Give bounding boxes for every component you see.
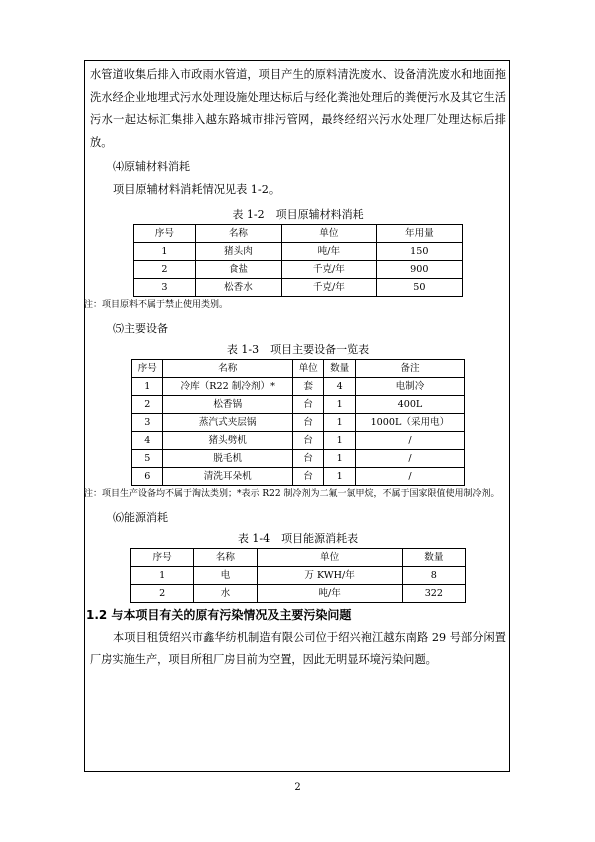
table-row: [131, 584, 466, 602]
cell: 1: [324, 431, 355, 449]
cell: 150: [376, 242, 462, 260]
cell: 松香水: [195, 278, 281, 296]
cell: 台: [292, 467, 323, 485]
cell: 6: [132, 467, 163, 485]
cell: 4: [132, 431, 163, 449]
table-1-4: [130, 548, 466, 603]
cell: 1: [324, 413, 355, 431]
cell: 台: [292, 395, 323, 413]
col-header: 名称: [163, 359, 292, 377]
table-row: [134, 260, 463, 278]
table13-note: 注：项目生产设备均不属于淘汰类别；*表示 R22 制冷剂为二氟一氯甲烷，不属于国家限值使用制冷剂。: [84, 488, 500, 499]
cell: 食盐: [195, 260, 281, 278]
cell: 322: [402, 584, 465, 602]
cell: 8: [402, 566, 465, 584]
table-row: [132, 395, 465, 413]
page-number: 2: [294, 782, 301, 793]
cell: 1: [132, 377, 163, 395]
col-header: 序号: [134, 224, 196, 242]
section5-heading: ⑸主要设备: [113, 321, 168, 335]
col-header: 序号: [132, 359, 163, 377]
cell: 3: [132, 413, 163, 431]
section12-heading: 1.2 与本项目有关的原有污染情况及主要污染问题: [86, 607, 352, 622]
cell: 清洗耳朵机: [163, 467, 292, 485]
cell: 3: [134, 278, 196, 296]
table12-caption: 表 1-2 项目原辅材料消耗: [232, 207, 364, 221]
section4-heading: ⑷原辅材料消耗: [113, 159, 190, 173]
cell: 脱毛机: [163, 449, 292, 467]
col-header: 名称: [194, 548, 257, 566]
cell: 万 KWH/年: [257, 566, 402, 584]
page-content: [84, 64, 506, 672]
cell: 松香锅: [163, 395, 292, 413]
section6-heading: ⑹能源消耗: [113, 510, 168, 524]
cell: 电制冷: [355, 377, 464, 395]
col-header: 单位: [292, 359, 323, 377]
cell: 2: [134, 260, 196, 278]
cell: 电: [194, 566, 257, 584]
col-header: 名称: [195, 224, 281, 242]
cell: 猪头肉: [195, 242, 281, 260]
cell: 900: [376, 260, 462, 278]
table-row: [132, 413, 465, 431]
cell: 蒸汽式夹层锅: [163, 413, 292, 431]
table-row: [132, 431, 465, 449]
table-header-row: [132, 359, 465, 377]
cell: 4: [324, 377, 355, 395]
cell: 千克/年: [282, 260, 377, 278]
col-header: 单位: [257, 548, 402, 566]
cell: 1: [131, 566, 194, 584]
cell: 50: [376, 278, 462, 296]
cell: 2: [132, 395, 163, 413]
cell: 1: [324, 449, 355, 467]
table-header-row: [134, 224, 463, 242]
cell: 水: [194, 584, 257, 602]
table12-note: 注：项目原料不属于禁止使用类别。: [84, 299, 229, 310]
table-row: [134, 278, 463, 296]
section4-text: 项目原辅材料消耗情况见表 1-2。: [113, 182, 281, 196]
col-header: 备注: [355, 359, 464, 377]
cell: 2: [131, 584, 194, 602]
cell: 吨/年: [282, 242, 377, 260]
cell: 1: [134, 242, 196, 260]
cell: 套: [292, 377, 323, 395]
cell: 台: [292, 413, 323, 431]
cell: 台: [292, 449, 323, 467]
table13-caption: 表 1-3 项目主要设备一览表: [226, 342, 370, 356]
col-header: 序号: [131, 548, 194, 566]
section12-text: 本项目租赁绍兴市鑫华纺机制造有限公司位于绍兴袍江越东南路 29 号部分闲置厂房实施生产，项目所租厂房目前为空置，因此无明显环境污染问题。: [90, 630, 506, 667]
col-header: 数量: [324, 359, 355, 377]
cell: 猪头劈机: [163, 431, 292, 449]
table-row: [132, 377, 465, 395]
table-header-row: [131, 548, 466, 566]
table14-caption: 表 1-4 项目能源消耗表: [237, 531, 359, 545]
intro-paragraph: 水管道收集后排入市政雨水管道，项目产生的原料清洗废水、设备清洗废水和地面拖洗水经企业地埋式污水处理设施处理达标后与经化粪池处理后的粪便污水及其它生活污水一起达标汇集排入越东路城市排污管网，最终经绍兴污水处理厂处理达标后排放。: [90, 68, 506, 150]
cell: /: [355, 467, 464, 485]
cell: 5: [132, 449, 163, 467]
col-header: 数量: [402, 548, 465, 566]
table-1-3: [131, 359, 465, 486]
cell: 1000L（采用电）: [355, 413, 464, 431]
cell: 1: [324, 395, 355, 413]
cell: 冷库（R22 制冷剂）*: [163, 377, 292, 395]
cell: 台: [292, 431, 323, 449]
cell: 1: [324, 467, 355, 485]
table-row: [132, 467, 465, 485]
col-header: 单位: [282, 224, 377, 242]
cell: 千克/年: [282, 278, 377, 296]
table-row: [132, 449, 465, 467]
table-1-2: [133, 224, 463, 297]
col-header: 年用量: [376, 224, 462, 242]
table-row: [134, 242, 463, 260]
cell: /: [355, 449, 464, 467]
cell: 400L: [355, 395, 464, 413]
cell: /: [355, 431, 464, 449]
cell: 吨/年: [257, 584, 402, 602]
table-row: [131, 566, 466, 584]
